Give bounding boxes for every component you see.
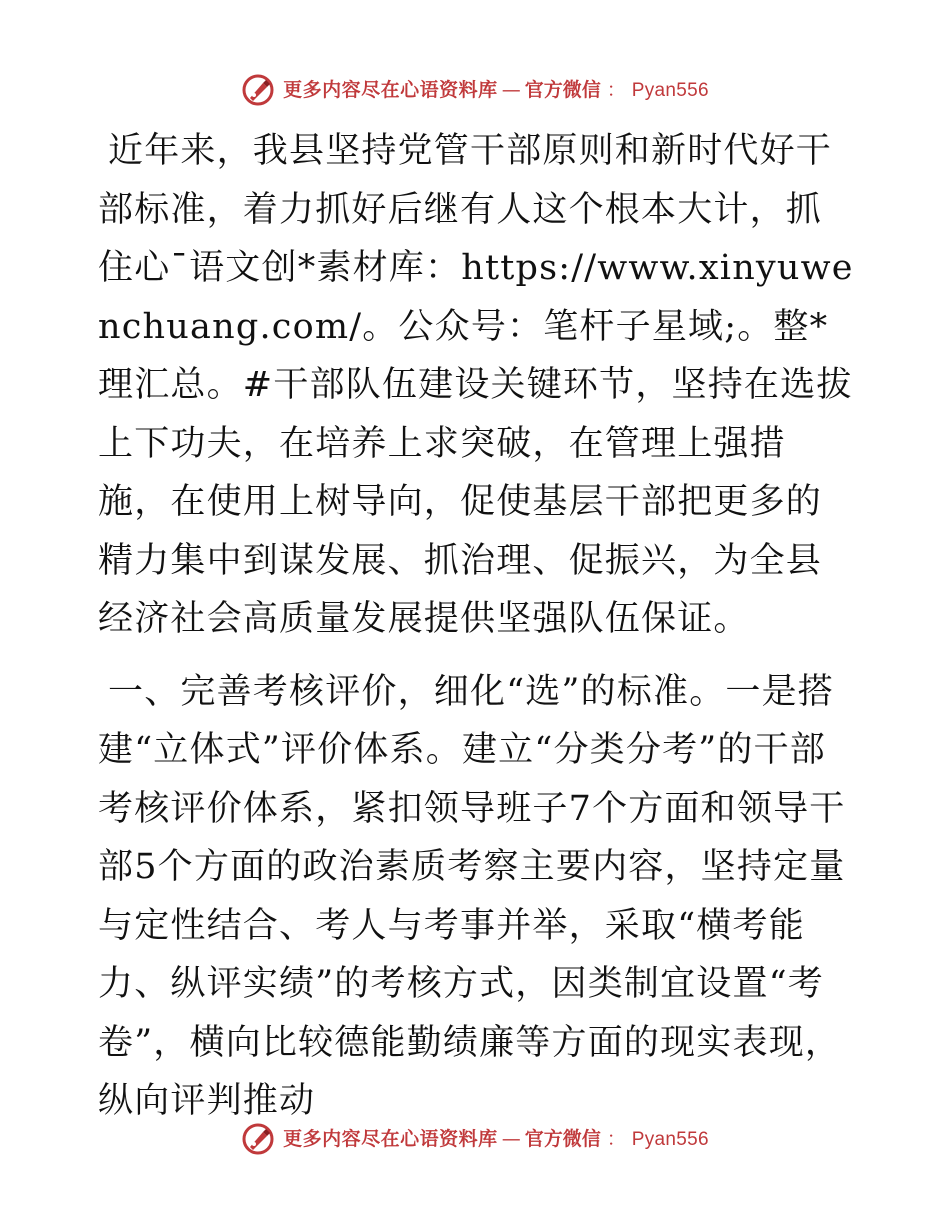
- wechat-label: 官方微信: [524, 1127, 601, 1150]
- banner-dash: —: [501, 1127, 521, 1150]
- promo-text: 更多内容尽在心语资料库: [283, 1127, 498, 1150]
- wechat-account: Pyan556: [631, 1128, 709, 1150]
- banner-colon: ：: [606, 78, 626, 101]
- header-banner: [0, 70, 950, 110]
- paragraph-intro-text: 近年来，我县坚持党管干部原则和新时代好干部标准，着力抓好后继有人这个根本大计，抓住心¯语文创*素材库：https://www.xinyuwenchuang.com/。公众号：笔杆子星域;。整*理汇总。#干部队伍建设关键环节，坚持在选拔上下功夫，在培养上求突破，在管理上强措施，在使用上树导向，促使基层干部把更多的精力集中到谋发展、抓治理、促振兴，为全县经济社会高质量发展提供坚强队伍保证。: [98, 131, 854, 639]
- wechat-account: Pyan556: [631, 79, 709, 101]
- banner-colon: ：: [606, 1127, 626, 1150]
- footer-banner: [0, 1119, 950, 1159]
- wechat-label: 官方微信: [524, 78, 601, 101]
- document-body: [98, 122, 858, 1131]
- paragraph-section-one-text: 一、完善考核评价，细化“选”的标准。一是搭建“立体式”评价体系。建立“分类分考”的干部考核评价体系，紧扣领导班子7个方面和领导干部5个方面的政治素质考察主要内容，坚持定量与定性结合、考人与考事并举，采取“横考能力、纵评实绩”的考核方式，因类制宜设置“考卷”，横向比较德能勤绩廉等方面的现实表现，纵向评判推动: [98, 671, 846, 1121]
- pen-nib-logo-icon: [241, 73, 275, 107]
- paragraph-section-one: [98, 663, 858, 1131]
- banner-dash: —: [501, 78, 521, 101]
- pen-nib-logo-icon: [241, 1122, 275, 1156]
- promo-text: 更多内容尽在心语资料库: [283, 78, 498, 101]
- paragraph-intro: [98, 122, 858, 649]
